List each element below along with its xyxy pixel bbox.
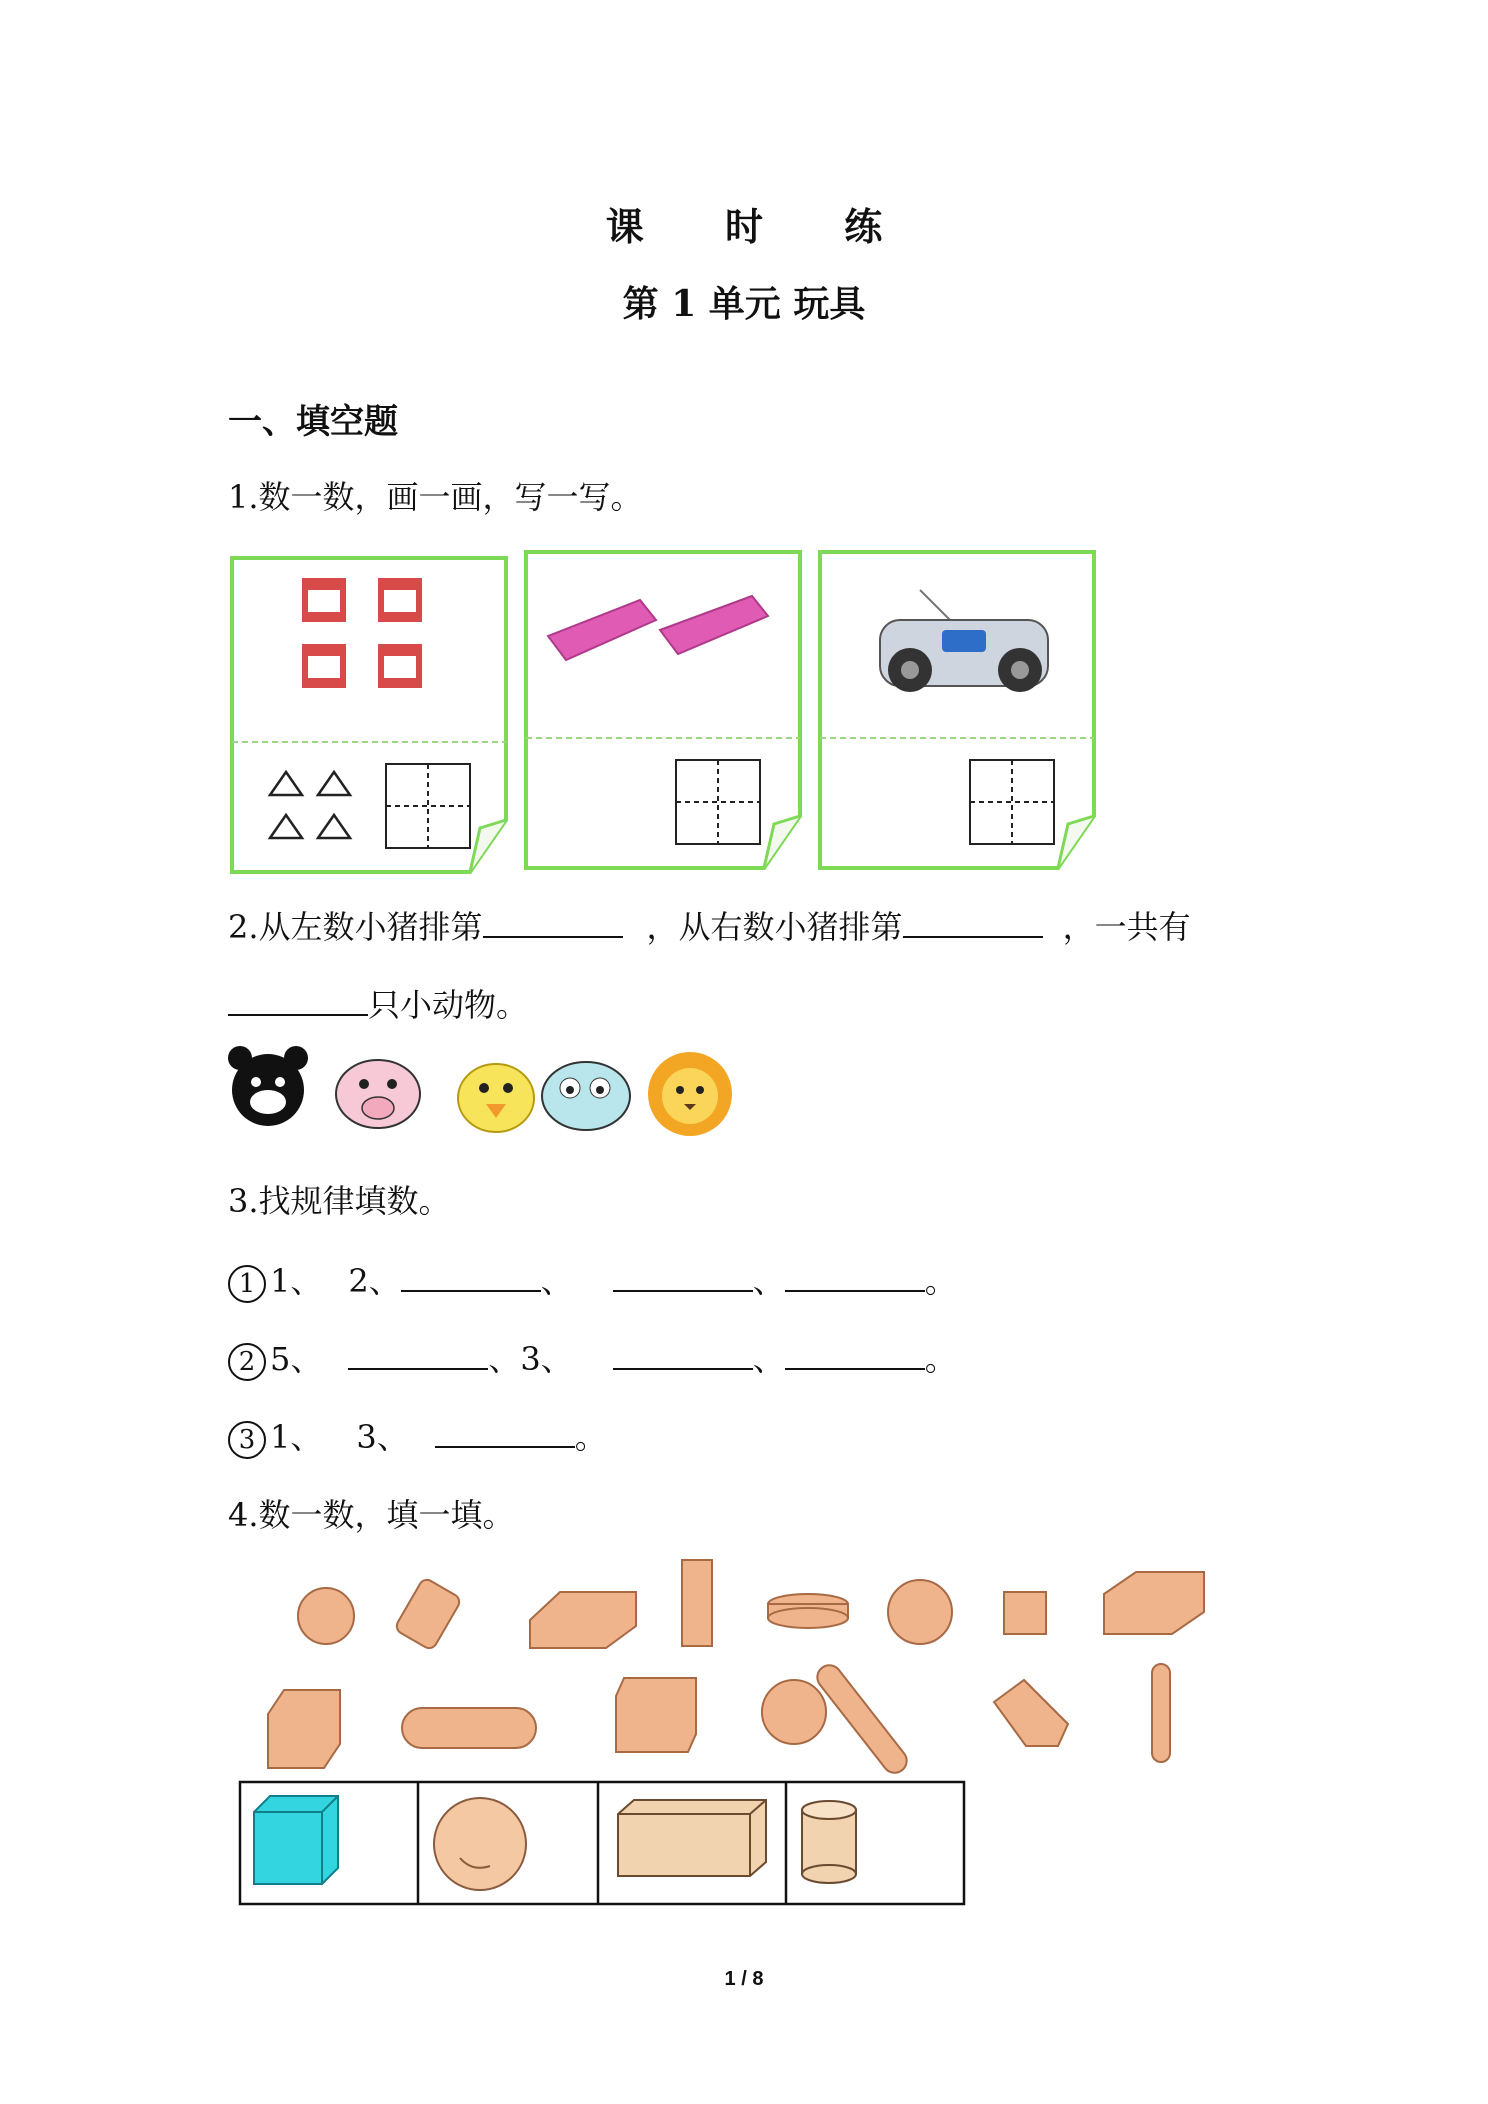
answer-blank[interactable] — [483, 906, 623, 938]
answer-blank[interactable] — [613, 1338, 753, 1370]
cylinder-icon — [402, 1708, 536, 1748]
answer-blank[interactable] — [401, 1260, 541, 1292]
cube-icon — [1004, 1592, 1046, 1634]
cuboid-icon — [994, 1680, 1068, 1746]
answer-blank[interactable] — [785, 1260, 925, 1292]
triangle-icon — [270, 772, 350, 838]
unit-subtitle: 第 1 单元 玩具 — [622, 283, 866, 325]
cuboid-icon — [618, 1800, 766, 1876]
sphere-icon — [762, 1680, 826, 1744]
answer-blank[interactable] — [785, 1338, 925, 1370]
question-1-prompt: 1.数一数，画一画，写一写。 — [228, 478, 643, 516]
writing-grid — [970, 760, 1054, 844]
sphere-icon — [888, 1580, 952, 1644]
cube-icon — [616, 1678, 696, 1752]
writing-grid — [386, 764, 470, 848]
question-3-prompt: 3.找规律填数。 — [228, 1182, 451, 1220]
card-radio — [820, 552, 1094, 868]
writing-grid — [676, 760, 760, 844]
cuboid-icon — [1104, 1572, 1204, 1634]
answer-blank[interactable] — [228, 984, 368, 1016]
cylinder-icon — [394, 1577, 462, 1651]
sphere-icon — [298, 1588, 354, 1644]
classification-table — [240, 1782, 964, 1904]
cylinder-icon — [768, 1594, 848, 1628]
question-2-line-1: 2.从左数小猪排第 ，从右数小猪排第 ，一共有 — [228, 908, 1191, 946]
sphere-icon — [434, 1798, 526, 1890]
question-4-prompt: 4.数一数，填一填。 — [228, 1496, 515, 1534]
lion-icon — [648, 1052, 732, 1136]
page-title: 课 时 练 — [605, 204, 917, 249]
answer-blank[interactable] — [903, 906, 1043, 938]
bear-icon — [228, 1046, 308, 1126]
milk-box-icon — [302, 578, 422, 688]
pattern-row-3: 3 1、 3、 。 — [228, 1412, 607, 1459]
pattern-row-1: 1 1、 2、 、 、 。 — [228, 1256, 957, 1303]
pencil-case-icon — [548, 596, 768, 660]
chick-icon — [458, 1064, 534, 1132]
pig-icon — [336, 1060, 420, 1128]
card-pencil-cases — [526, 552, 800, 868]
pattern-row-2: 2 5、 、3、 、 。 — [228, 1334, 957, 1381]
rabbit-icon — [542, 1062, 630, 1130]
cuboid-icon — [530, 1592, 636, 1648]
cube-icon — [268, 1690, 340, 1768]
answer-blank[interactable] — [435, 1416, 575, 1448]
cylinder-icon — [1152, 1664, 1170, 1762]
radio-icon — [880, 590, 1048, 692]
section-heading: 一、填空题 — [228, 402, 398, 442]
cylinder-icon — [813, 1660, 912, 1777]
page-number: 1 / 8 — [724, 1968, 764, 1990]
answer-blank[interactable] — [613, 1260, 753, 1292]
cylinder-icon — [802, 1801, 856, 1883]
answer-blank[interactable] — [348, 1338, 488, 1370]
cuboid-icon — [682, 1560, 712, 1646]
question-2-line-2: 只小动物。 — [228, 980, 528, 1026]
card-milk-boxes — [232, 558, 506, 872]
cube-icon — [254, 1796, 338, 1884]
